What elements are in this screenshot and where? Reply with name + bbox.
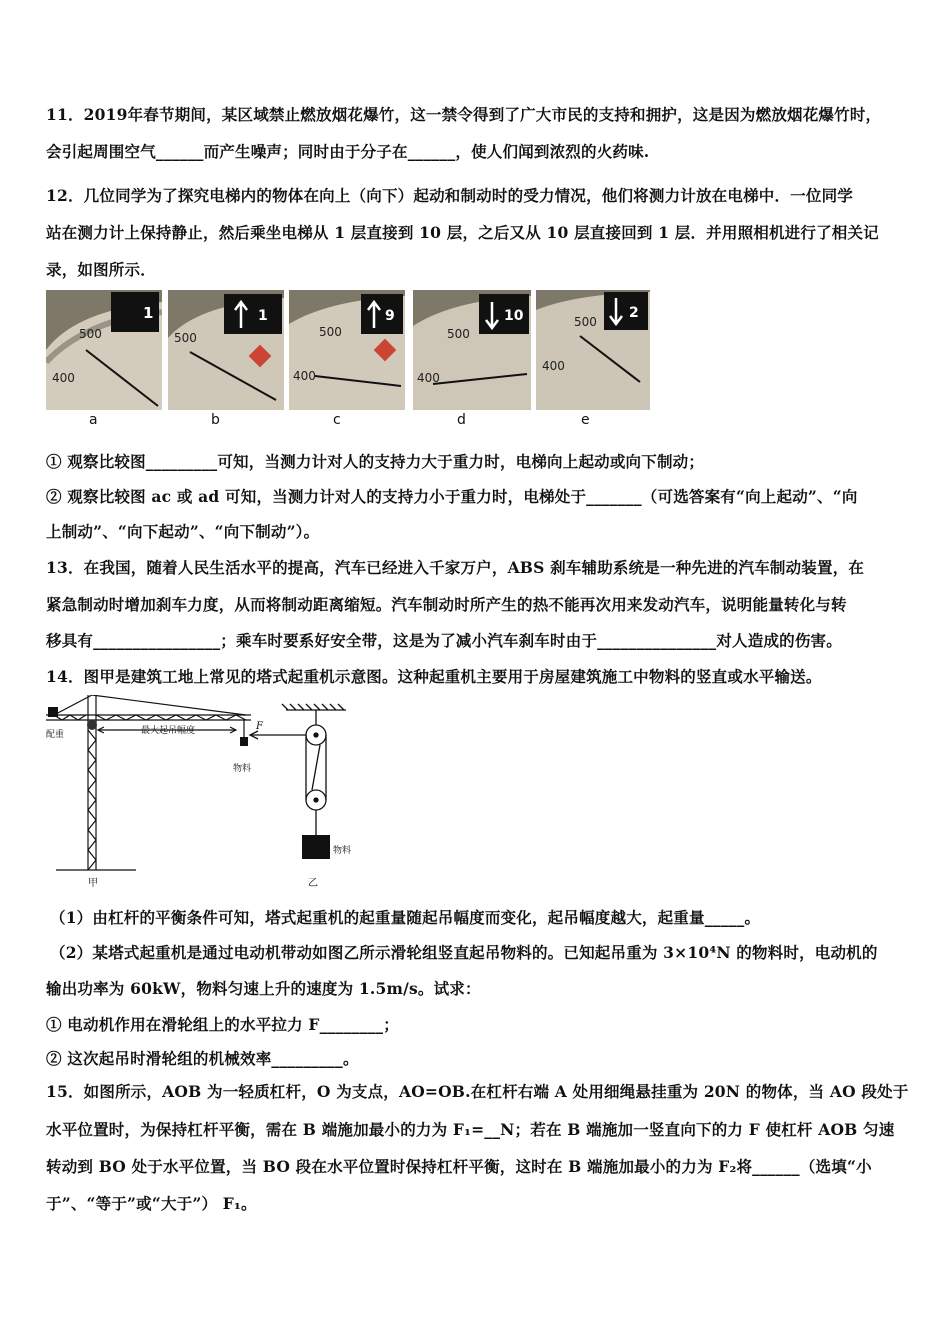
label-yi: 乙 (308, 878, 318, 889)
q12-line-2: 站在测力计上保持静止，然后乘坐电梯从 1 层直接到 10 层，之后又从 10 层直接回到 1 层．并用照相机进行了相关记 (46, 223, 879, 242)
label-force-f: F (256, 721, 263, 732)
scale-label-500: 500 (79, 327, 102, 341)
floor-number: 10 (504, 308, 524, 324)
floor-number: 9 (385, 308, 395, 324)
scale-label-500: 500 (319, 325, 342, 339)
tower-crane-figure (46, 695, 351, 890)
photo-label-b: b (211, 412, 220, 428)
q15-line-4: 于”、“等于”或“大于”） F₁。 (46, 1194, 257, 1213)
q14-part-2a: （2）某塔式起重机是通过电动机带动如图乙所示滑轮组竖直起吊物料的。已知起吊重为 3×10⁴N 的物料时，电动机的 (50, 943, 878, 962)
elevator-scale-photos (46, 290, 656, 430)
q13-line-2: 紧急制动时增加刹车力度，从而将制动距离缩短。汽车制动时所产生的热不能再次用来发动汽车，说明能量转化与转 (46, 595, 847, 614)
scale-photo-c (289, 290, 405, 410)
q12-subq-2a: ② 观察比较图 ac 或 ad 可知，当测力计对人的支持力小于重力时，电梯处于_______（可选答案有“向上起动”、“向 (46, 487, 858, 506)
scale-photo-a (46, 290, 162, 410)
q12-subq-2b: 上制动”、“向下起动”、“向下制动”）。 (46, 522, 320, 541)
q15-line-2: 水平位置时，为保持杠杆平衡，需在 B 端施加最小的力为 F₁=__N；若在 B 端施加一竖直向下的力 F 使杠杆 AOB 匀速 (46, 1120, 895, 1139)
floor-number: 1 (143, 304, 154, 322)
scale-label-500: 500 (574, 315, 597, 329)
scale-label-500: 500 (447, 327, 470, 341)
photo-label-c: c (333, 412, 341, 428)
scale-photo-b (168, 290, 284, 410)
photo-label-a: a (89, 412, 98, 428)
photo-label-e: e (581, 412, 590, 428)
q14-part-2b: 输出功率为 60kW，物料匀速上升的速度为 1.5m/s。试求： (46, 979, 481, 998)
label-material-yi: 物料 (333, 846, 351, 856)
q14-subq-1: ① 电动机作用在滑轮组上的水平拉力 F________； (46, 1015, 399, 1034)
q11-line-1: 11．2019年春节期间，某区域禁止燃放烟花爆竹，这一禁令得到了广大市民的支持和拥护，这是因为燃放烟花爆竹时， (46, 105, 882, 124)
scale-photo-e (536, 290, 650, 410)
label-material-jia: 物料 (233, 764, 252, 774)
q14-line-1: 14．图甲是建筑工地上常见的塔式起重机示意图。这种起重机主要用于房屋建筑施工中物料的竖直或水平输送。 (46, 667, 822, 686)
q13-line-1: 13．在我国，随着人民生活水平的提高，汽车已经进入千家万户，ABS 刹车辅助系统是一种先进的汽车制动装置，在 (46, 558, 865, 577)
floor-number: 1 (258, 308, 268, 324)
q15-line-3: 转动到 BO 处于水平位置，当 BO 段在水平位置时保持杠杆平衡，这时在 B 端施加最小的力为 F₂将______（选填“小 (46, 1157, 872, 1176)
q14-subq-2: ② 这次起吊时滑轮组的机械效率_________。 (46, 1049, 359, 1068)
q12-line-3: 录，如图所示． (46, 260, 156, 279)
label-max-range: 最大起吊幅度 (141, 726, 196, 736)
q13-line-3: 移具有________________；乘车时要系好安全带，这是为了减小汽车刹车时由于_______________对人造成的伤害。 (46, 631, 842, 650)
q11-line-2: 会引起周围空气______而产生噪声；同时由于分子在______，使人们闻到浓烈的火药味. (46, 142, 650, 161)
q12-line-1: 12．几位同学为了探究电梯内的物体在向上（向下）起动和制动时的受力情况，他们将测力计放在电梯中．一位同学 (46, 186, 853, 205)
scale-label-400: 400 (417, 371, 440, 385)
photo-label-d: d (457, 412, 466, 428)
q15-line-1: 15．如图所示，AOB 为一轻质杠杆，O 为支点，AO=OB.在杠杆右端 A 处用细绳悬挂重为 20N 的物体，当 AO 段处于 (46, 1082, 909, 1101)
scale-photo-d (413, 290, 531, 410)
label-counterweight: 配重 (46, 730, 65, 740)
q12-subq-1: ① 观察比较图_________可知，当测力计对人的支持力大于重力时，电梯向上起动或向下制动； (46, 452, 705, 471)
scale-label-400: 400 (52, 371, 75, 385)
scale-label-400: 400 (293, 369, 316, 383)
scale-label-400: 400 (542, 359, 565, 373)
q14-part-1: （1）由杠杆的平衡条件可知，塔式起重机的起重量随起吊幅度而变化，起吊幅度越大，起重量_____。 (50, 908, 761, 927)
scale-label-500: 500 (174, 331, 197, 345)
label-jia: 甲 (88, 878, 98, 889)
floor-number: 2 (629, 305, 639, 321)
